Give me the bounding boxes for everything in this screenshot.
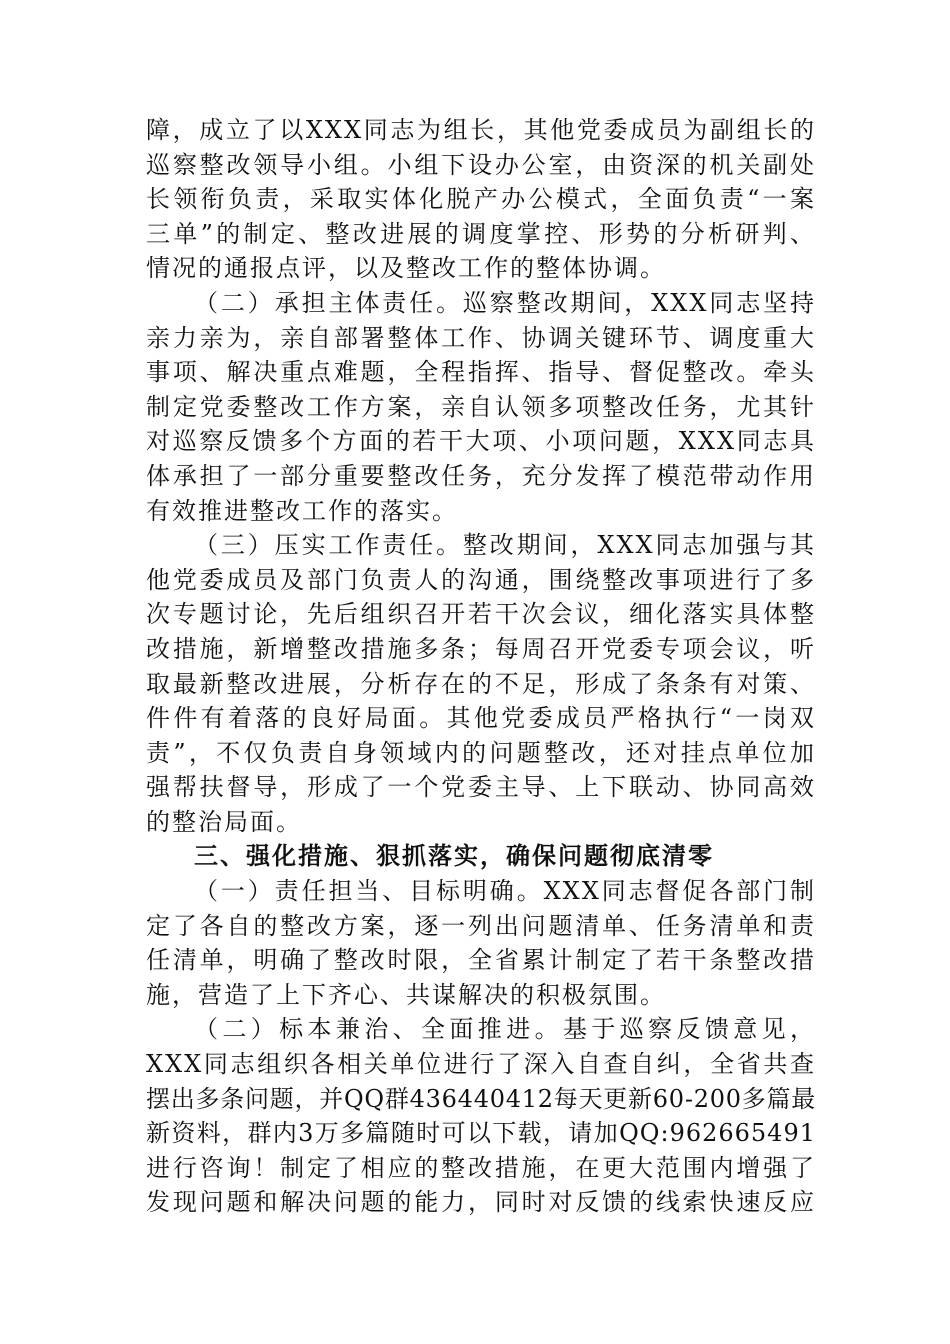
text-line: 摆出多条问题，并QQ群436440412每天更新60-200多篇最 (146, 1084, 816, 1113)
text-line: 定了各自的整改方案，逐一列出问题清单、任务清单和责 (146, 911, 816, 940)
text-line: 情况的通报点评，以及整改工作的整体协调。 (146, 254, 666, 283)
text-line: 巡察整改领导小组。小组下设办公室，由资深的机关副处 (146, 150, 816, 179)
text-line: 次专题讨论，先后组织召开若干次会议，细化落实具体整 (146, 600, 816, 629)
paragraph-heading-line: （二）承担主体责任。巡察整改期间，XXX同志坚持 (194, 288, 816, 317)
paragraph-heading-line: （三）压实工作责任。整改期间，XXX同志加强与其 (194, 531, 816, 560)
text-line: 障，成立了以XXX同志为组长，其他党委成员为副组长的 (146, 116, 816, 144)
text-line: 有效推进整改工作的落实。 (146, 496, 458, 525)
text-line: 施，营造了上下齐心、共谋解决的积极氛围。 (146, 980, 666, 1009)
text-line: 他党委成员及部门负责人的沟通，围绕整改事项进行了多 (146, 565, 816, 594)
text-line: 责”，不仅负责自身领域内的问题整改，还对挂点单位加 (146, 738, 816, 767)
paragraph-heading-line: （一）责任担当、目标明确。XXX同志督促各部门制 (194, 877, 816, 906)
text-line: 制定党委整改工作方案，亲自认领多项整改任务，尤其针 (146, 392, 816, 421)
text-line: 三单”的制定、整改进展的调度掌控、形势的分析研判、 (146, 219, 816, 248)
text-line: 亲力亲为，亲自部署整体工作、协调关键环节、调度重大 (146, 323, 816, 352)
text-line: 长领衔负责，采取实体化脱产办公模式，全面负责“一案 (146, 185, 816, 214)
section-heading: 三、强化措施、狠抓落实，确保问题彻底清零 (194, 841, 714, 871)
document-body (146, 113, 816, 1220)
text-line: 事项、解决重点难题，全程指挥、指导、督促整改。牵头 (146, 358, 816, 387)
text-line: 新资料，群内3万多篇随时可以下载，请加QQ:962665491 (146, 1119, 816, 1148)
text-line: 件件有着落的良好局面。其他党委成员严格执行“一岗双 (146, 704, 816, 733)
text-line: 的整治局面。 (146, 807, 302, 836)
text-line: XXX同志组织各相关单位进行了深入自查自纠，全省共查 (146, 1050, 816, 1079)
text-line: 任清单，明确了整改时限，全省累计制定了若干条整改措 (146, 946, 816, 975)
text-line: 对巡察反馈多个方面的若干大项、小项问题，XXX同志具 (146, 427, 816, 456)
text-line: 体承担了一部分重要整改任务，充分发挥了模范带动作用 (146, 461, 816, 490)
text-line: 改措施，新增整改措施多条；每周召开党委专项会议，听 (146, 634, 816, 663)
text-line: 取最新整改进展，分析存在的不足，形成了条条有对策、 (146, 669, 816, 698)
paragraph-heading-line: （二）标本兼治、全面推进。基于巡察反馈意见， (194, 1015, 816, 1044)
text-line: 强帮扶督导，形成了一个党委主导、上下联动、协同高效 (146, 773, 816, 802)
text-line: 进行咨询！制定了相应的整改措施，在更大范围内增强了 (146, 1153, 816, 1182)
text-line: 发现问题和解决问题的能力，同时对反馈的线索快速反应 (146, 1188, 816, 1217)
